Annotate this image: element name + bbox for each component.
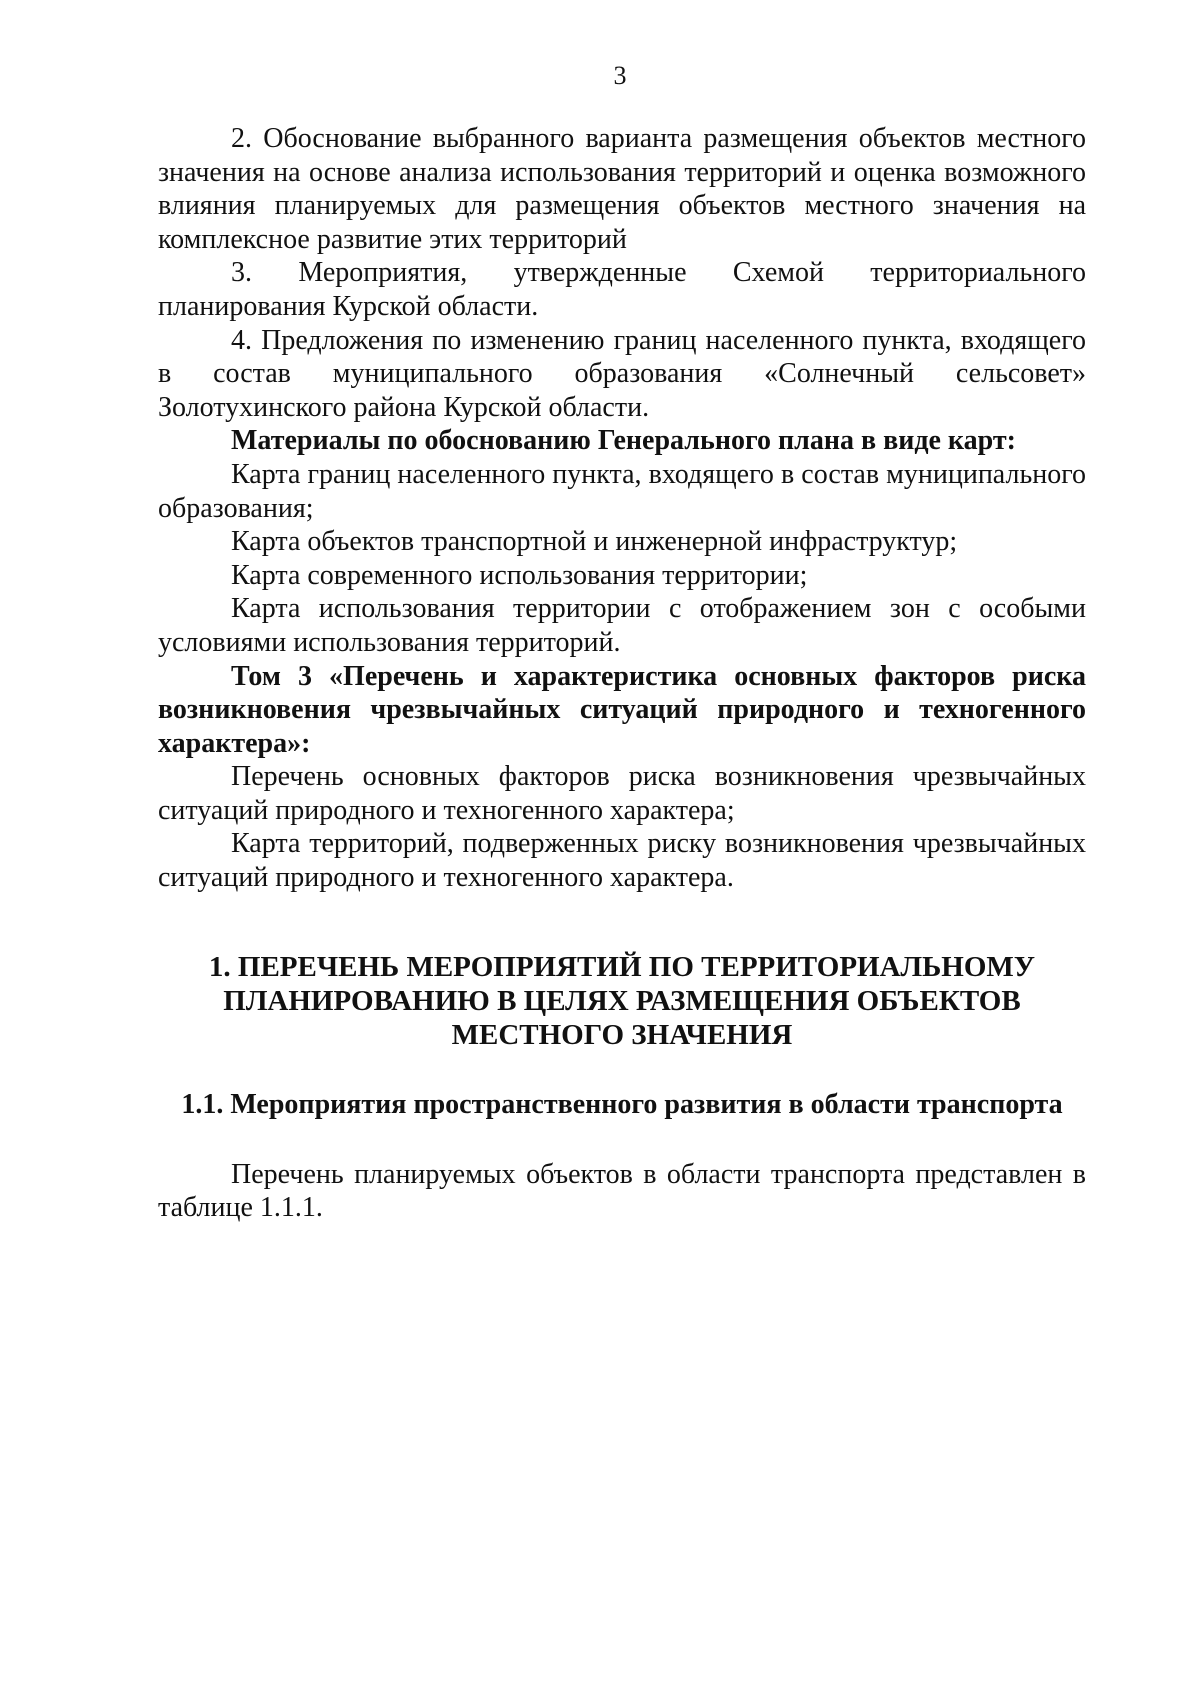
paragraph-risk-factors: Перечень основных факторов риска возникновения чрезвычайных ситуаций природного и техногенного характера; xyxy=(158,761,1086,826)
paragraph-map-risk-territories: Карта территорий, подверженных риску возникновения чрезвычайных ситуаций природного и техногенного характера. xyxy=(158,828,1086,894)
page-body xyxy=(158,122,1086,1225)
section-heading xyxy=(158,950,1086,1052)
section-heading-line-3: МЕСТНОГО ЗНАЧЕНИЯ xyxy=(451,1018,793,1051)
section-heading-line-2: ПЛАНИРОВАНИЮ В ЦЕЛЯХ РАЗМЕЩЕНИЯ ОБЪЕКТОВ xyxy=(223,984,1021,1017)
paragraph-transport-table-ref: Перечень планируемых объектов в области транспорта представлен в таблице 1.1.1. xyxy=(158,1158,1086,1224)
paragraph-map-infrastructure: Карта объектов транспортной и инженерной инфраструктур; xyxy=(231,526,958,558)
section-heading-line-1: 1. ПЕРЕЧЕНЬ МЕРОПРИЯТИЙ ПО ТЕРРИТОРИАЛЬНОМУ xyxy=(208,950,1036,983)
paragraph-map-special-zones: Карта использования территории с отображением зон с особыми условиями использования территорий. xyxy=(158,593,1086,658)
paragraph-measures: 3. Мероприятия, утвержденные Схемой территориального планирования Курской области. xyxy=(158,257,1086,322)
paragraph-maps-heading: Материалы по обоснованию Генерального плана в виде карт: xyxy=(231,425,1016,457)
paragraph-justification: 2. Обоснование выбранного варианта размещения объектов местного значения на основе анализа использования территорий и оценка возможного влияния планируемых для размещения объектов местного значения на комплексное развитие этих территорий xyxy=(158,123,1086,255)
paragraph-volume-3-heading: Том 3 «Перечень и характеристика основных факторов риска возникновения чрезвычайных ситуаций природного и техногенного характера»: xyxy=(158,660,1086,759)
subsection-heading: 1.1. Мероприятия пространственного развития в области транспорта xyxy=(181,1088,1063,1120)
paragraph-map-boundaries: Карта границ населенного пункта, входящего в состав муниципального образования; xyxy=(158,458,1086,524)
paragraph-boundary-proposals: 4. Предложения по изменению границ населенного пункта, входящего в состав муниципального образования «Солнечный сельсовет» Золотухинского района Курской области. xyxy=(158,324,1086,423)
page-number: 3 xyxy=(613,61,627,90)
paragraph-map-current-use: Карта современного использования территории; xyxy=(231,559,808,591)
